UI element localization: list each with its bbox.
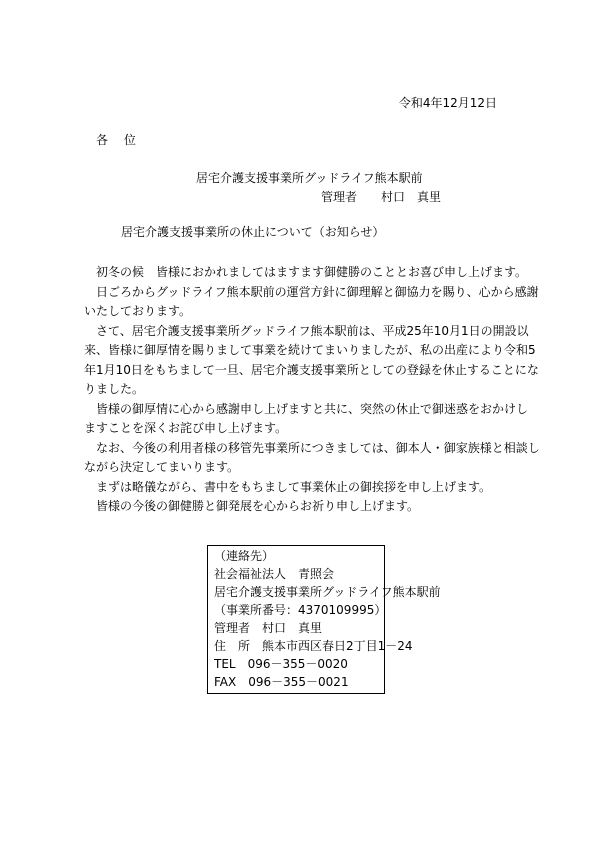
body-line: ながら決定してまいります。 [84, 460, 240, 474]
body-line: 皆様の御厚情に心から感謝申し上げますと共に、突然の休止で御迷惑をおかけし [84, 401, 529, 416]
contact-corporation: 社会福祉法人 青照会 [214, 567, 335, 581]
contact-fax: FAX 096－355－0021 [214, 675, 349, 689]
contact-heading: （連絡先） [214, 549, 275, 563]
body-line: さて、居宅介護支援事業所グッドライフ熊本駅前は、平成25年10月1日の開設以 [84, 323, 529, 338]
body-line: りました。 [84, 382, 145, 396]
notice-body [84, 263, 540, 517]
body-line: なお、今後の利用者様の移管先事業所につきましては、御本人・御家族様と相談し [84, 440, 540, 455]
body-line: 日ごろからグッドライフ熊本駅前の運営方針に御理解と御協力を賜り、心から感謝 [84, 284, 539, 299]
contact-box [207, 545, 441, 694]
addressee: 各 位 [96, 133, 142, 147]
body-line: 初冬の候 皆様におかれましてはますます御健勝のこととお喜び申し上げます。 [84, 265, 528, 279]
body-line: 皆様の今後の御健勝と御発展を心からお祈り申し上げます。 [84, 499, 420, 513]
contact-tel: TEL 096－355－0020 [214, 657, 348, 671]
contact-office: 居宅介護支援事業所グッドライフ熊本駅前 [214, 585, 441, 599]
body-line: 年1月10日をもちまして一旦、居宅介護支援事業所としての登録を休止することにな [84, 362, 539, 377]
contact-office-number: （事業所番号：4370109995） [214, 603, 387, 617]
contact-address: 住 所 熊本市西区春日2丁目1－24 [214, 639, 413, 653]
manager-name: 管理者 村口 真里 [321, 190, 442, 204]
body-line: まずは略儀ながら、書中をもちまして事業休止の御挨拶を申し上げます。 [84, 479, 492, 494]
body-line: いたしております。 [84, 304, 192, 318]
body-line: 来、皆様に御厚情を賜りまして事業を続けてまいりましたが、私の出産により令和5 [84, 343, 536, 357]
notice-subject: 居宅介護支援事業所の休止について（お知らせ） [121, 225, 385, 239]
contact-manager: 管理者 村口 真里 [214, 621, 323, 635]
issue-date: 令和4年12月12日 [398, 96, 497, 110]
body-line: ますことを深くお詫び申し上げます。 [84, 421, 288, 435]
office-name: 居宅介護支援事業所グッドライフ熊本駅前 [196, 171, 423, 185]
